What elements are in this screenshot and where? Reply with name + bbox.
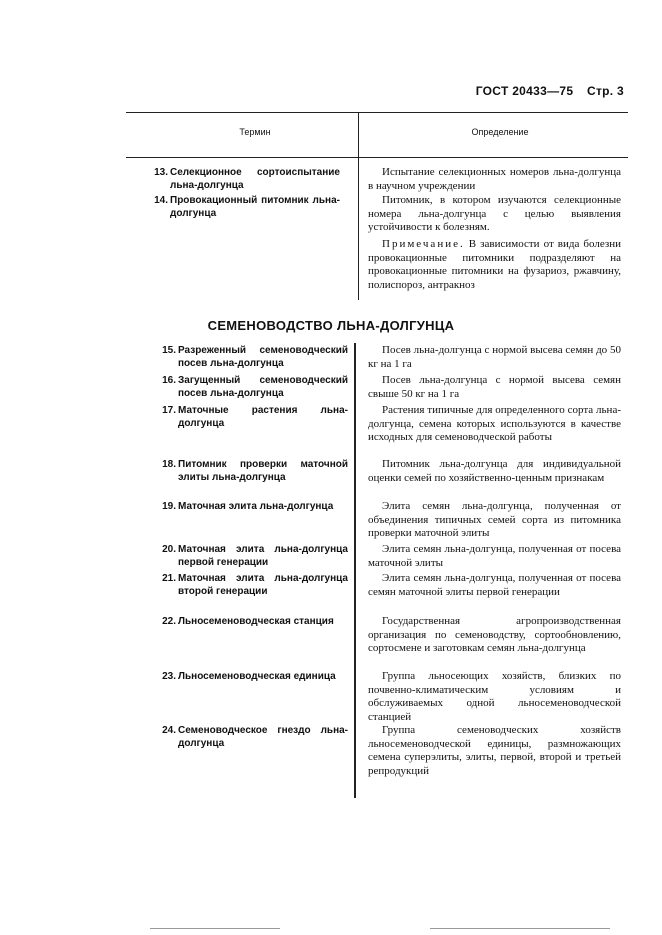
- definition-21: Элита семян льна-долгунца, полученная от посева семян маточной элиты первой генерации: [368, 572, 621, 598]
- definition-16: Посев льна-долгунца с нормой высева семян свыше 50 кг на 1 га: [368, 374, 621, 400]
- term-21: [150, 572, 348, 598]
- term-23: [150, 670, 348, 683]
- term-text: Маточная элита льна-долгунца первой генерации: [178, 544, 348, 568]
- definition-22: Государственная агропроизводственная организация по семеноводству, сортообновлению, сортосмене и заготовкам семян льна-долгунца: [368, 615, 621, 654]
- note-text: В зависимости от вида болезни провокационные питомники подразделяют на провокационные питомники на фузариоз, ржавчину, полиспороз, антракноз: [368, 238, 621, 291]
- term-19: [150, 500, 348, 513]
- term-number: 21.: [162, 573, 176, 584]
- column-divider-top: [358, 112, 359, 300]
- term-number: 15.: [162, 345, 176, 356]
- term-text: Селекционное сортоиспытание льна-долгунца: [170, 167, 340, 191]
- footer-divider-left: [150, 928, 280, 929]
- term-17: [150, 404, 348, 430]
- definition-15: Посев льна-долгунца с нормой высева семян до 50 кг на 1 га: [368, 344, 621, 370]
- term-24: [150, 724, 348, 750]
- term-text: Питомник проверки маточной элиты льна-долгунца: [178, 459, 348, 483]
- term-number: 23.: [162, 671, 176, 682]
- page-number: Стр. 3: [586, 84, 624, 98]
- page-header: [466, 84, 624, 98]
- column-header-definition: Определение: [471, 127, 529, 137]
- term-number: 13.: [154, 167, 168, 178]
- term-20: [150, 543, 348, 569]
- standard-number: ГОСТ 20433—75: [475, 84, 574, 98]
- table-top-rule: [126, 112, 628, 113]
- definition-17: Растения типичные для определенного сорта льна-долгунца, семена которых используются в качестве исходных для семеноводческой работы: [368, 404, 621, 443]
- term-number: 14.: [154, 195, 168, 206]
- definition-13: Испытание селекционных номеров льна-долгунца в научном учреждении: [368, 166, 621, 192]
- term-16: [150, 374, 348, 400]
- term-text: Загущенный семеноводческий посев льна-долгунца: [178, 375, 348, 399]
- term-text: Маточная элита льна-долгунца: [178, 501, 334, 512]
- term-text: Разреженный семеноводческий посев льна-долгунца: [178, 345, 348, 369]
- term-text: Льносеменоводческая станция: [178, 616, 334, 627]
- term-number: 22.: [162, 616, 176, 627]
- definition-24: Группа семеноводческих хозяйств льносеменоводческой единицы, размножающих семена суперэлиты, элиты, первой, второй и третьей репродукций: [368, 724, 621, 777]
- note-14: [368, 238, 621, 292]
- term-number: 18.: [162, 459, 176, 470]
- term-14: [142, 194, 340, 220]
- definition-18: Питомник льна-долгунца для индивидуальной оценки семей по хозяйственно-ценным признакам: [368, 458, 621, 484]
- definition-19: Элита семян льна-долгунца, полученная от объединения типичных семей сорта из питомника проверки маточной элиты: [368, 500, 621, 539]
- term-text: Маточные растения льна-долгунца: [178, 405, 348, 429]
- term-text: Семеноводческое гнездо льна-долгунца: [178, 725, 348, 749]
- note-label: Примечание.: [382, 238, 465, 250]
- term-text: Провокационный питомник льна-долгунца: [170, 195, 340, 219]
- definition-14: Питомник, в котором изучаются селекционные номера льна-долгунца с целью выявления устойчивости к болезням.: [368, 194, 621, 233]
- term-15: [150, 344, 348, 370]
- term-number: 20.: [162, 544, 176, 555]
- term-number: 16.: [162, 375, 176, 386]
- term-number: 24.: [162, 725, 176, 736]
- column-divider-bottom: [354, 343, 356, 798]
- section-title: СЕМЕНОВОДСТВО ЛЬНА-ДОЛГУНЦА: [207, 318, 455, 333]
- term-number: 17.: [162, 405, 176, 416]
- definition-23: Группа льносеющих хозяйств, близких по почвенно-климатическим условиям и обслуживаемых одной льносеменоводческой станцией: [368, 670, 621, 723]
- footer-divider-right: [430, 928, 610, 929]
- term-text: Маточная элита льна-долгунца второй генерации: [178, 573, 348, 597]
- term-22: [150, 615, 348, 628]
- definition-20: Элита семян льна-долгунца, полученная от посева маточной элиты: [368, 543, 621, 569]
- term-13: [142, 166, 340, 192]
- term-number: 19.: [162, 501, 176, 512]
- term-18: [150, 458, 348, 484]
- column-header-term: Термин: [239, 127, 271, 137]
- table-header-rule: [126, 157, 628, 158]
- term-text: Льносеменоводческая единица: [178, 671, 336, 682]
